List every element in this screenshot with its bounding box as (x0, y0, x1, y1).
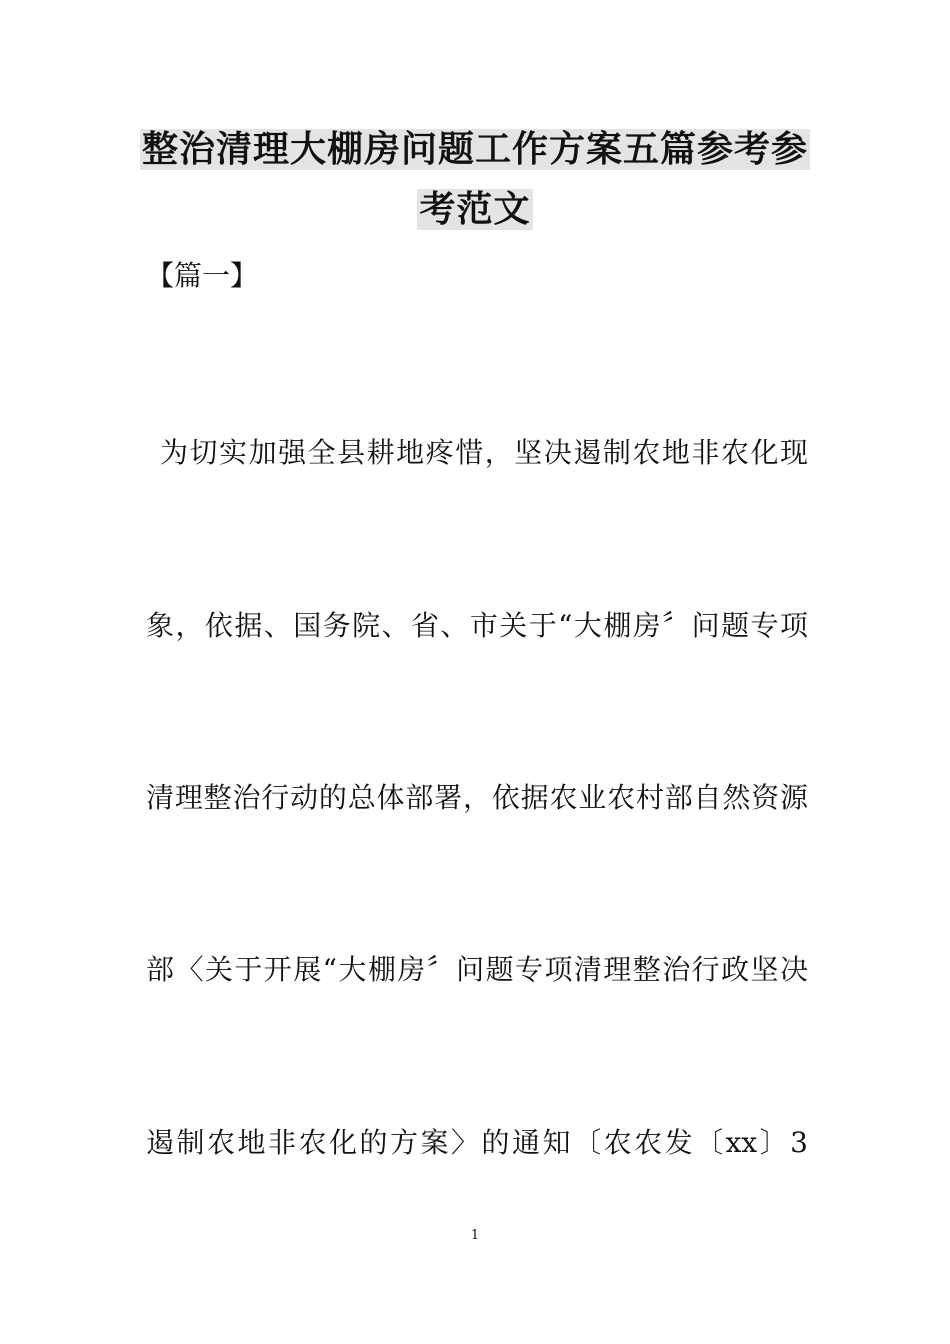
body-line-5: 遏制农地非农化的方案〉的通知〔农农发〔xx〕3 (146, 1126, 808, 1159)
body-line-2: 象，依据、国务院、省、市关于“大棚房〞问题专项 (146, 609, 808, 642)
page-number: 1 (470, 1228, 480, 1243)
body-line-1: 为切实加强全县耕地疼惜，坚决遏制农地非农化现 (160, 436, 808, 469)
document-title-line-2 (0, 188, 950, 232)
body-line-4: 部〈关于开展“大棚房〞问题专项清理整治行政坚决 (146, 953, 808, 986)
document-title-line-1 (0, 128, 950, 172)
section-label: 【篇一】 (146, 259, 259, 292)
title-text-1: 整治清理大棚房问题工作方案五篇参考参 (141, 129, 808, 170)
title-text-2: 考范文 (419, 189, 531, 230)
body-line-3: 清理整治行动的总体部署，依据农业农村部自然资源 (146, 781, 808, 814)
